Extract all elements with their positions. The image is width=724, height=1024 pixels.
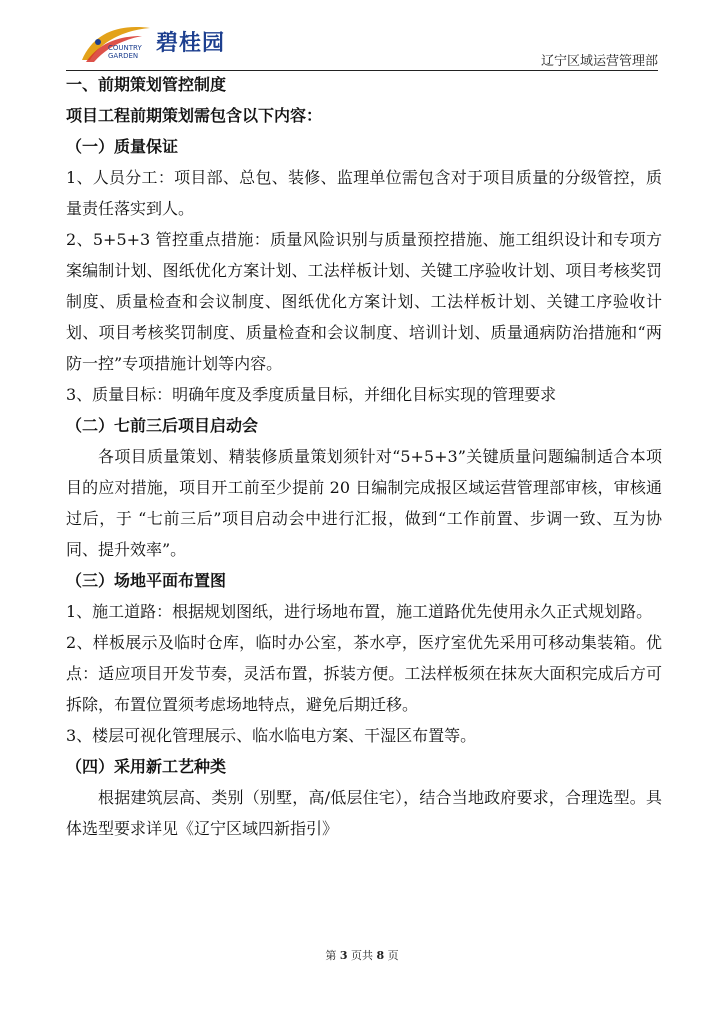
- paragraph: 2、样板展示及临时仓库，临时办公室，茶水亭，医疗室优先采用可移动集装箱。优点：适应项目开发节奏，灵活布置，拆装方便。工法样板须在抹灰大面积完成后方可拆除，布置位置须考虑场地特点，避免后期迁移。: [66, 633, 662, 714]
- footer-prefix: 第: [325, 949, 337, 962]
- subsection-heading-kickoff: （二）七前三后项目启动会: [66, 416, 259, 435]
- logo-brand-name: 碧桂园: [156, 31, 226, 56]
- paragraph: 3、质量目标：明确年度及季度质量目标，并细化目标实现的管理要求: [66, 385, 557, 404]
- company-logo: [76, 22, 246, 66]
- page-footer: [0, 947, 724, 963]
- paragraph: 2、5+5+3 管控重点措施：质量风险识别与质量预控措施、施工组织设计和专项方案编制计划、图纸优化方案计划、工法样板计划、关键工序验收计划、项目考核奖罚制度、质量检查和会议制度、图纸优化方案计划、工法样板计划、关键工序验收计划、项目考核奖罚制度、质量检查和会议制度、培训计划、质量通病防治措施和“两防一控”专项措施计划等内容。: [66, 230, 662, 373]
- total-page-count: 8: [376, 949, 385, 962]
- current-page-number: 3: [339, 949, 348, 962]
- paragraph: 1、施工道路：根据规划图纸，进行场地布置，施工道路优先使用永久正式规划路。: [66, 602, 653, 621]
- logo-sub-line-2: GARDEN: [108, 52, 139, 60]
- paragraph: 1、人员分工：项目部、总包、装修、监理单位需包含对于项目质量的分级管控，质量责任落实到人。: [66, 168, 662, 218]
- section-heading: 一、前期策划管控制度: [66, 75, 227, 94]
- document-body: [66, 69, 662, 844]
- footer-middle: 页共: [351, 949, 373, 962]
- subsection-heading-quality: （一）质量保证: [66, 137, 179, 156]
- logo-subtext: [108, 44, 142, 60]
- paragraph: 3、楼层可视化管理展示、临水临电方案、干湿区布置等。: [66, 726, 477, 745]
- subsection-heading-new-process: （四）采用新工艺种类: [66, 757, 227, 776]
- paragraph: 各项目质量策划、精装修质量策划须针对“5+5+3”关键质量问题编制适合本项目的应对措施，项目开工前至少提前 20 日编制完成报区域运营管理部审核，审核通过后，于 “七前三后”项目启动会中进行汇报，做到“工作前置、步调一致、互为协同、提升效率”。: [66, 447, 662, 559]
- subsection-heading-site-plan: （三）场地平面布置图: [66, 571, 227, 590]
- intro-line: 项目工程前期策划需包含以下内容：: [66, 106, 323, 125]
- page-header: [66, 20, 658, 70]
- department-name: 辽宁区域运营管理部: [540, 54, 658, 69]
- paragraph: 根据建筑层高、类别（别墅，高/低层住宅），结合当地政府要求，合理选型。具体选型要求详见《辽宁区域四新指引》: [66, 788, 662, 838]
- footer-suffix: 页: [387, 949, 399, 962]
- logo-sub-line-1: COUNTRY: [108, 44, 142, 52]
